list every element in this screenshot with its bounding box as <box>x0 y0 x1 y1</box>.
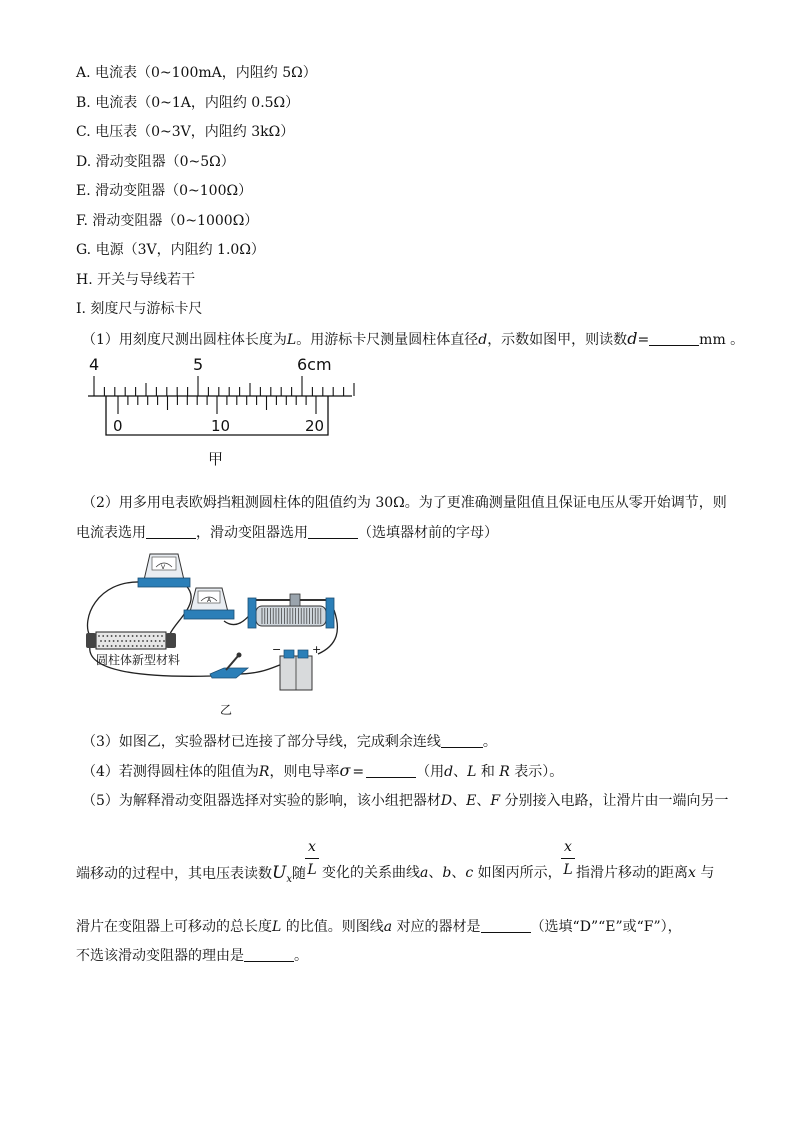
battery-plus: + <box>312 643 322 656</box>
cylinder-texture-dot <box>123 645 125 647</box>
cylinder-texture-dot <box>157 645 159 647</box>
cylinder-texture-dot <box>140 645 142 647</box>
cylinder-texture-dot <box>115 635 117 637</box>
question-5-line-3 <box>76 918 682 936</box>
cylinder-texture-dot <box>107 645 109 647</box>
q5-text-12: （选填“D”“E”或“F”）， <box>530 919 682 935</box>
cylinder-texture-dot <box>149 635 151 637</box>
q5-text-8: 与 <box>695 865 715 881</box>
cylinder-texture-dot <box>136 635 138 637</box>
var-F: F <box>490 793 501 809</box>
circuit-figure <box>76 550 346 720</box>
var-d: d <box>444 764 454 780</box>
vernier-label-10: 10 <box>211 417 231 435</box>
cylinder-texture-dot <box>159 640 161 642</box>
cylinder-texture-dot <box>161 635 163 637</box>
q5-text-2: 分别接入电路，让滑片由一端向另一 <box>500 793 729 809</box>
q5-text-3: 端移动的过程中，其电压表读数 <box>76 866 272 882</box>
question-3 <box>82 733 497 751</box>
answer-blank-rheostat[interactable] <box>308 524 358 539</box>
answer-blank-wiring[interactable] <box>441 733 483 748</box>
cylinder-texture-dot <box>128 645 130 647</box>
sep: 、 <box>428 865 443 881</box>
q4-text-3: （用 <box>416 764 445 780</box>
var-r: R <box>499 764 510 780</box>
cylinder-texture-dot <box>132 645 134 647</box>
q2-text-3: （选填器材前的字母） <box>358 525 498 541</box>
figure-caption-jia: 甲 <box>208 450 224 468</box>
q5-text-1: （5）为解释滑动变阻器选择对实验的影响，该小组把器材 <box>82 793 441 809</box>
var-D: D <box>440 793 453 809</box>
var-sigma: σ <box>339 761 351 780</box>
fraction-numerator: x <box>308 839 316 855</box>
caliper-main-scale-labels <box>89 355 332 374</box>
var-E: E <box>466 793 477 809</box>
question-2-line-1: （2）用多用电表欧姆挡粗测圆柱体的阻值约为 30Ω。为了更准确测量阻值且保证电压从零开始调节，则 <box>82 495 727 511</box>
option-c: C. 电压表（0~3V，内阻约 3kΩ） <box>76 124 295 140</box>
answer-blank-reason[interactable] <box>244 947 294 962</box>
cylinder-texture-dot <box>142 640 144 642</box>
q1-text-2: 。用游标卡尺测量圆柱体直径 <box>296 332 479 348</box>
question-5-line-2b <box>322 864 562 882</box>
sep: 和 <box>476 764 500 780</box>
cylinder-texture-dot <box>107 635 109 637</box>
cylinder-texture-dot <box>115 645 117 647</box>
option-d: D. 滑动变阻器（0~5Ω） <box>76 154 235 170</box>
cylinder-texture-dot <box>157 635 159 637</box>
cylinder-texture-dot <box>123 635 125 637</box>
var-d-formula: d <box>627 329 638 348</box>
sliding-rheostat <box>248 594 334 628</box>
q4-text-2: ，则电导率 <box>269 764 340 780</box>
answer-blank-d[interactable] <box>649 331 699 346</box>
fraction-bar <box>561 858 575 859</box>
cylinder-texture-dot <box>113 640 115 642</box>
q2-text-2: ，滑动变阻器选用 <box>196 525 308 541</box>
option-a: A. 电流表（0~100mA，内阻约 5Ω） <box>76 65 317 81</box>
answer-blank-sigma[interactable] <box>366 763 416 778</box>
q5-text-4: 随 <box>291 866 306 882</box>
q5-text-10: 的比值。则图线 <box>281 919 384 935</box>
var-r: R <box>258 764 270 780</box>
fraction-bar <box>305 858 319 859</box>
equals-sign: = <box>352 764 365 780</box>
option-i: I. 刻度尺与游标卡尺 <box>76 301 203 317</box>
cylinder-texture-dot <box>121 640 123 642</box>
ammeter-symbol: A <box>207 597 212 604</box>
sep: 、 <box>452 793 467 809</box>
cylinder-texture-dot <box>102 645 104 647</box>
voltmeter-symbol: V <box>161 564 166 571</box>
fraction-numerator: x <box>564 839 572 855</box>
cylinder-texture-dot <box>151 640 153 642</box>
cylinder-texture-dot <box>102 635 104 637</box>
cylinder-texture-dot <box>163 640 165 642</box>
cylinder-texture-dot <box>98 645 100 647</box>
sep: 、 <box>476 793 491 809</box>
cylinder-texture-dot <box>119 645 121 647</box>
cylinder-label: 圆柱体新型材料 <box>96 653 181 667</box>
cylinder-texture-dot <box>136 645 138 647</box>
question-5-line-4 <box>76 947 308 965</box>
var-c: c <box>465 865 474 881</box>
cylinder-texture-dot <box>132 635 134 637</box>
cylinder-texture-dot <box>155 640 157 642</box>
cylinder-texture-dot <box>125 640 127 642</box>
answer-blank-ammeter[interactable] <box>146 524 196 539</box>
main-scale-ticks <box>94 376 354 396</box>
q2-text-1: 电流表选用 <box>76 525 146 541</box>
q3-end: 。 <box>482 734 497 750</box>
question-4 <box>82 762 563 781</box>
cylinder-texture-dot <box>134 640 136 642</box>
cylinder-texture-dot <box>128 635 130 637</box>
q5-end: 。 <box>294 948 308 964</box>
cylinder-texture-dot <box>144 645 146 647</box>
fraction-denominator: L <box>563 862 573 878</box>
cylinder-texture-dot <box>109 640 111 642</box>
answer-blank-curve-a[interactable] <box>481 918 531 933</box>
main-label-4: 4 <box>89 355 100 374</box>
battery <box>272 643 321 690</box>
question-5-line-2c <box>576 864 714 882</box>
battery-minus: − <box>272 643 282 656</box>
var-x: x <box>688 865 696 881</box>
cylinder-texture-dot <box>153 635 155 637</box>
var-l: L <box>467 764 477 780</box>
cylinder-texture-dot <box>104 640 106 642</box>
q5-text-6: 如图丙所示， <box>473 865 562 881</box>
vernier-caliper-figure <box>80 352 360 470</box>
cylinder-texture-dot <box>138 640 140 642</box>
option-b: B. 电流表（0~1A，内阻约 0.5Ω） <box>76 95 300 111</box>
fraction-denominator: L <box>307 862 317 878</box>
var-u: U <box>272 863 287 883</box>
option-e: E. 滑动变阻器（0~100Ω） <box>76 183 253 199</box>
question-5-line-2 <box>76 864 306 889</box>
q3-text: （3）如图乙，实验器材已连接了部分导线，完成剩余连线 <box>82 734 441 750</box>
cylinder-texture-dot <box>149 645 151 647</box>
fraction-x-over-l-1 <box>305 838 319 879</box>
voltmeter <box>138 554 190 587</box>
equals-sign: = <box>637 332 650 348</box>
fraction-x-over-l-2 <box>561 838 575 879</box>
q5-text-11: 对应的器材是 <box>392 919 481 935</box>
question-5-line-1 <box>82 792 729 810</box>
cylinder-texture-dot <box>153 645 155 647</box>
q5-text-7: 指滑片移动的距离 <box>576 865 688 881</box>
q5-text-13: 不选该滑动变阻器的理由是 <box>76 948 244 964</box>
q4-text-1: （4）若测得圆柱体的阻值为 <box>82 764 259 780</box>
cylinder-texture-dot <box>161 645 163 647</box>
main-label-6cm: 6cm <box>297 355 332 374</box>
option-g: G. 电源（3V，内阻约 1.0Ω） <box>76 242 265 258</box>
var-l: L <box>286 332 297 348</box>
option-f: F. 滑动变阻器（0~1000Ω） <box>76 213 259 229</box>
sep: 、 <box>453 764 468 780</box>
main-label-5: 5 <box>193 355 204 374</box>
cylinder-material <box>86 632 176 649</box>
q5-text-5: 变化的关系曲线 <box>322 865 420 881</box>
q4-end: 表示）。 <box>509 764 564 780</box>
unit-mm: mm 。 <box>699 332 745 348</box>
vernier-scale-ticks <box>118 396 316 414</box>
question-2-line-2 <box>76 524 498 542</box>
var-d: d <box>478 332 488 348</box>
cylinder-texture-dot <box>98 635 100 637</box>
var-l: L <box>272 919 282 935</box>
figure-caption-yi: 乙 <box>220 703 233 717</box>
question-1 <box>82 330 744 349</box>
ammeter <box>184 588 234 619</box>
cylinder-texture-dot <box>117 640 119 642</box>
q5-text-9: 滑片在变阻器上可移动的总长度 <box>76 919 272 935</box>
cylinder-texture-dot <box>146 640 148 642</box>
var-a: a <box>383 919 393 935</box>
var-u-subscript: x <box>286 873 292 885</box>
q1-text-1: （1）用刻度尺测出圆柱体长度为 <box>82 332 287 348</box>
cylinder-texture-dot <box>119 635 121 637</box>
q1-text-3: ，示数如图甲，则读数 <box>487 332 628 348</box>
cylinder-texture-dot <box>140 635 142 637</box>
vernier-label-0: 0 <box>113 417 123 435</box>
var-b: b <box>442 865 452 881</box>
cylinder-texture-dot <box>111 645 113 647</box>
vernier-labels <box>113 417 324 435</box>
sep: 、 <box>451 865 466 881</box>
cylinder-texture-dot <box>130 640 132 642</box>
cylinder-texture-dot <box>144 635 146 637</box>
cylinder-texture-dot <box>111 635 113 637</box>
vernier-label-20: 20 <box>305 417 325 435</box>
var-a: a <box>420 865 429 881</box>
cylinder-texture-dot <box>100 640 102 642</box>
option-h: H. 开关与导线若干 <box>76 272 196 288</box>
